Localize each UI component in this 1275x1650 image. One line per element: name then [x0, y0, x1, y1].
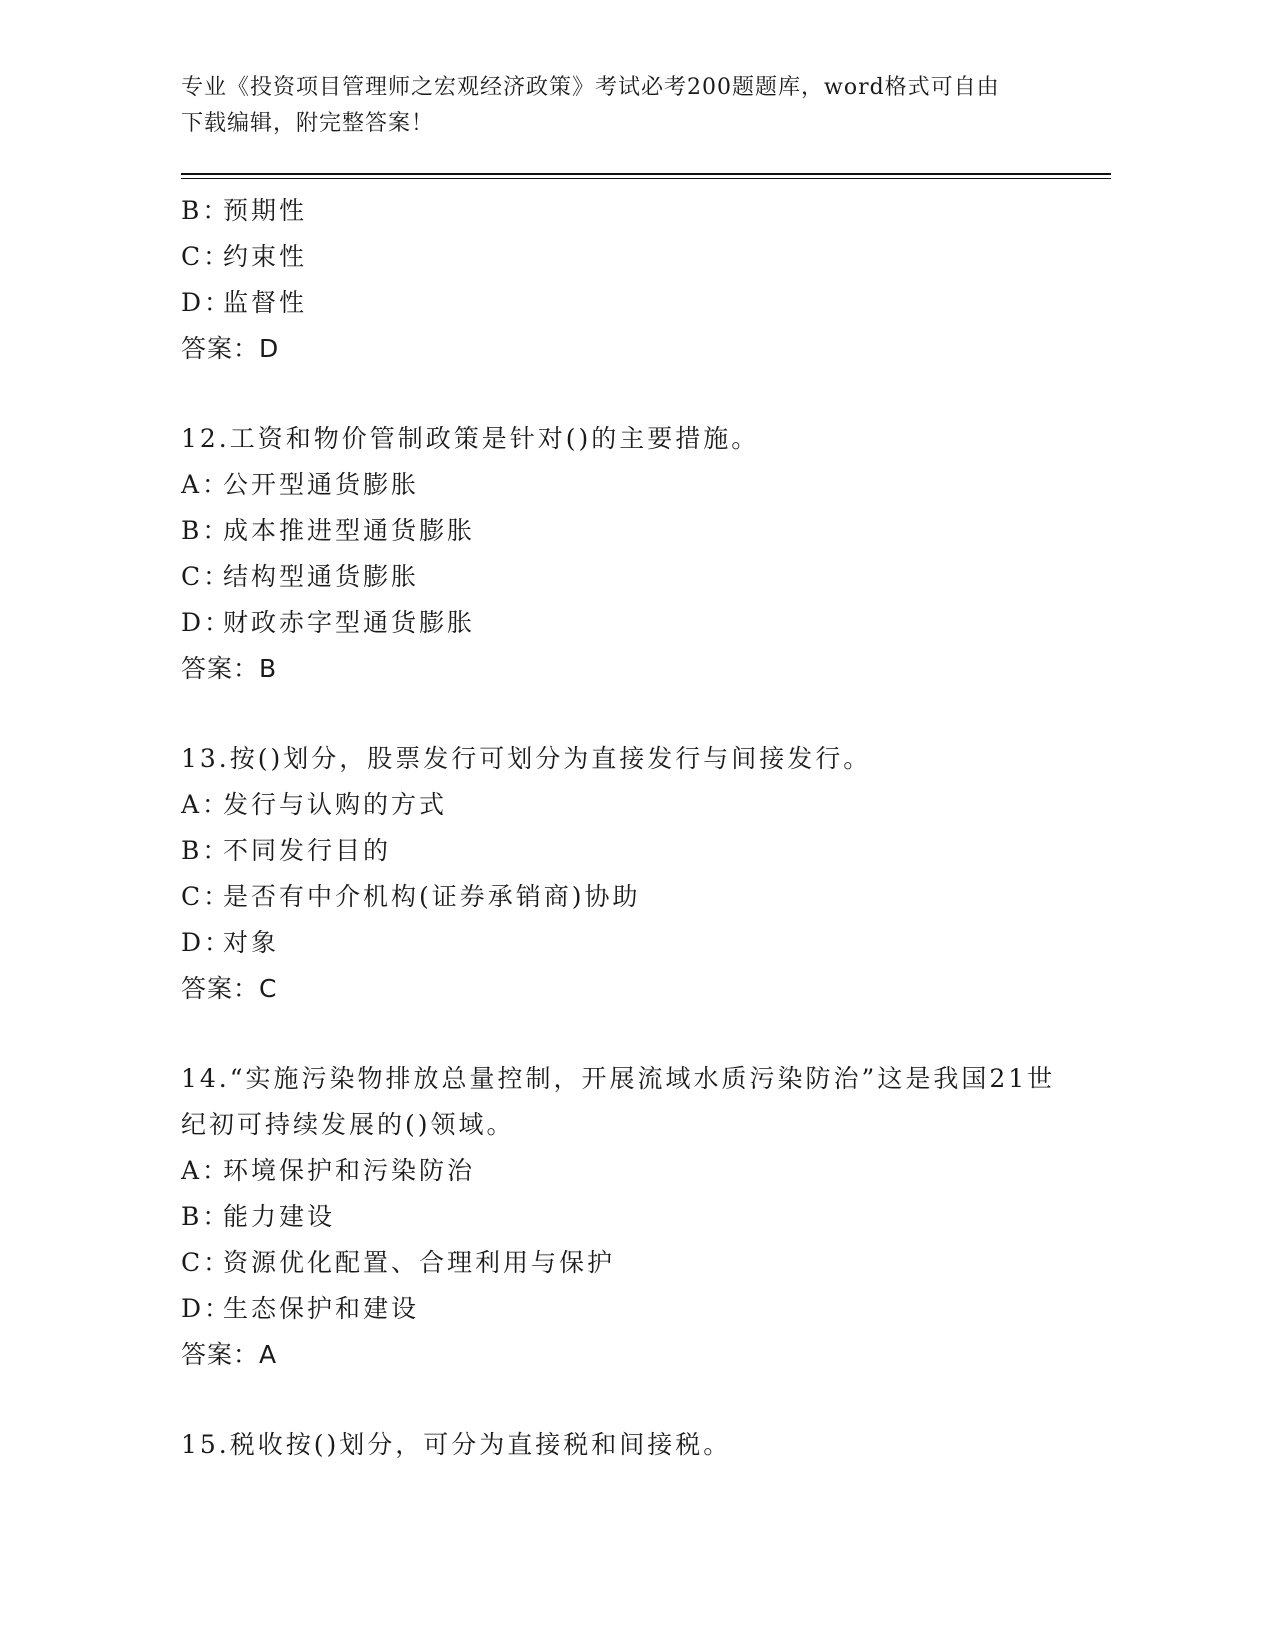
option-c — [181, 874, 1081, 920]
option-text: 财政赤字型通货膨胀 — [223, 608, 476, 637]
question-text: 13.按()划分，股票发行可划分为直接发行与间接发行。 — [181, 744, 872, 773]
option-key: A： — [181, 470, 231, 499]
answer-text: 答案：C — [181, 974, 278, 1003]
answer-text: 答案：A — [181, 1340, 278, 1369]
option-c — [181, 554, 1081, 600]
option-d — [181, 280, 1081, 326]
option-text: 发行与认购的方式 — [223, 790, 448, 819]
option-a — [181, 782, 1081, 828]
document-header — [181, 70, 1061, 142]
option-key: B： — [181, 1202, 231, 1231]
option-text: 是否有中介机构(证券承销商)协助 — [223, 882, 641, 911]
question-text: 15.税收按()划分，可分为直接税和间接税。 — [181, 1430, 732, 1459]
header-line-1: 专业《投资项目管理师之宏观经济政策》考试必考200题题库，word格式可自由 — [181, 75, 1000, 100]
option-d — [181, 600, 1081, 646]
option-key: D： — [181, 1294, 233, 1323]
option-b — [181, 508, 1081, 554]
option-key: D： — [181, 288, 233, 317]
header-divider-thin — [181, 178, 1111, 179]
option-c — [181, 1240, 1081, 1286]
option-text: 公开型通货膨胀 — [223, 470, 420, 499]
option-b — [181, 188, 1081, 234]
option-key: B： — [181, 516, 231, 545]
option-text: 不同发行目的 — [223, 836, 392, 865]
option-d — [181, 920, 1081, 966]
option-d — [181, 1286, 1081, 1332]
option-key: B： — [181, 196, 231, 225]
option-text: 监督性 — [223, 288, 308, 317]
option-key: D： — [181, 928, 233, 957]
answer-text: 答案：D — [181, 334, 280, 363]
option-key: B： — [181, 836, 231, 865]
option-a — [181, 462, 1081, 508]
question-block — [181, 1056, 1081, 1378]
header-line-2: 下载编辑，附完整答案！ — [181, 111, 435, 136]
question-block — [181, 188, 1081, 372]
question-text: 14.“实施污染物排放总量控制，开展流域水质污染防治”这是我国21世纪初可持续发展的()领域。 — [181, 1064, 1056, 1139]
question-block — [181, 736, 1081, 1012]
option-text: 结构型通货膨胀 — [223, 562, 420, 591]
option-a — [181, 1148, 1081, 1194]
option-key: C： — [181, 1248, 232, 1277]
option-key: A： — [181, 790, 231, 819]
option-text: 约束性 — [223, 242, 308, 271]
option-text: 预期性 — [223, 196, 308, 225]
option-key: D： — [181, 608, 233, 637]
option-text: 生态保护和建设 — [223, 1294, 420, 1323]
option-key: C： — [181, 882, 232, 911]
question-text: 12.工资和物价管制政策是针对()的主要措施。 — [181, 424, 760, 453]
question-list — [181, 188, 1081, 1512]
header-divider — [181, 173, 1111, 175]
option-key: C： — [181, 242, 232, 271]
option-c — [181, 234, 1081, 280]
answer-text: 答案：B — [181, 654, 278, 683]
option-text: 对象 — [223, 928, 280, 957]
option-text: 成本推进型通货膨胀 — [223, 516, 476, 545]
option-key: C： — [181, 562, 232, 591]
option-text: 资源优化配置、合理利用与保护 — [223, 1248, 616, 1277]
option-b — [181, 1194, 1081, 1240]
question-block — [181, 416, 1081, 692]
option-text: 环境保护和污染防治 — [223, 1156, 476, 1185]
option-key: A： — [181, 1156, 231, 1185]
question-block — [181, 1422, 1081, 1468]
option-b — [181, 828, 1081, 874]
option-text: 能力建设 — [223, 1202, 336, 1231]
